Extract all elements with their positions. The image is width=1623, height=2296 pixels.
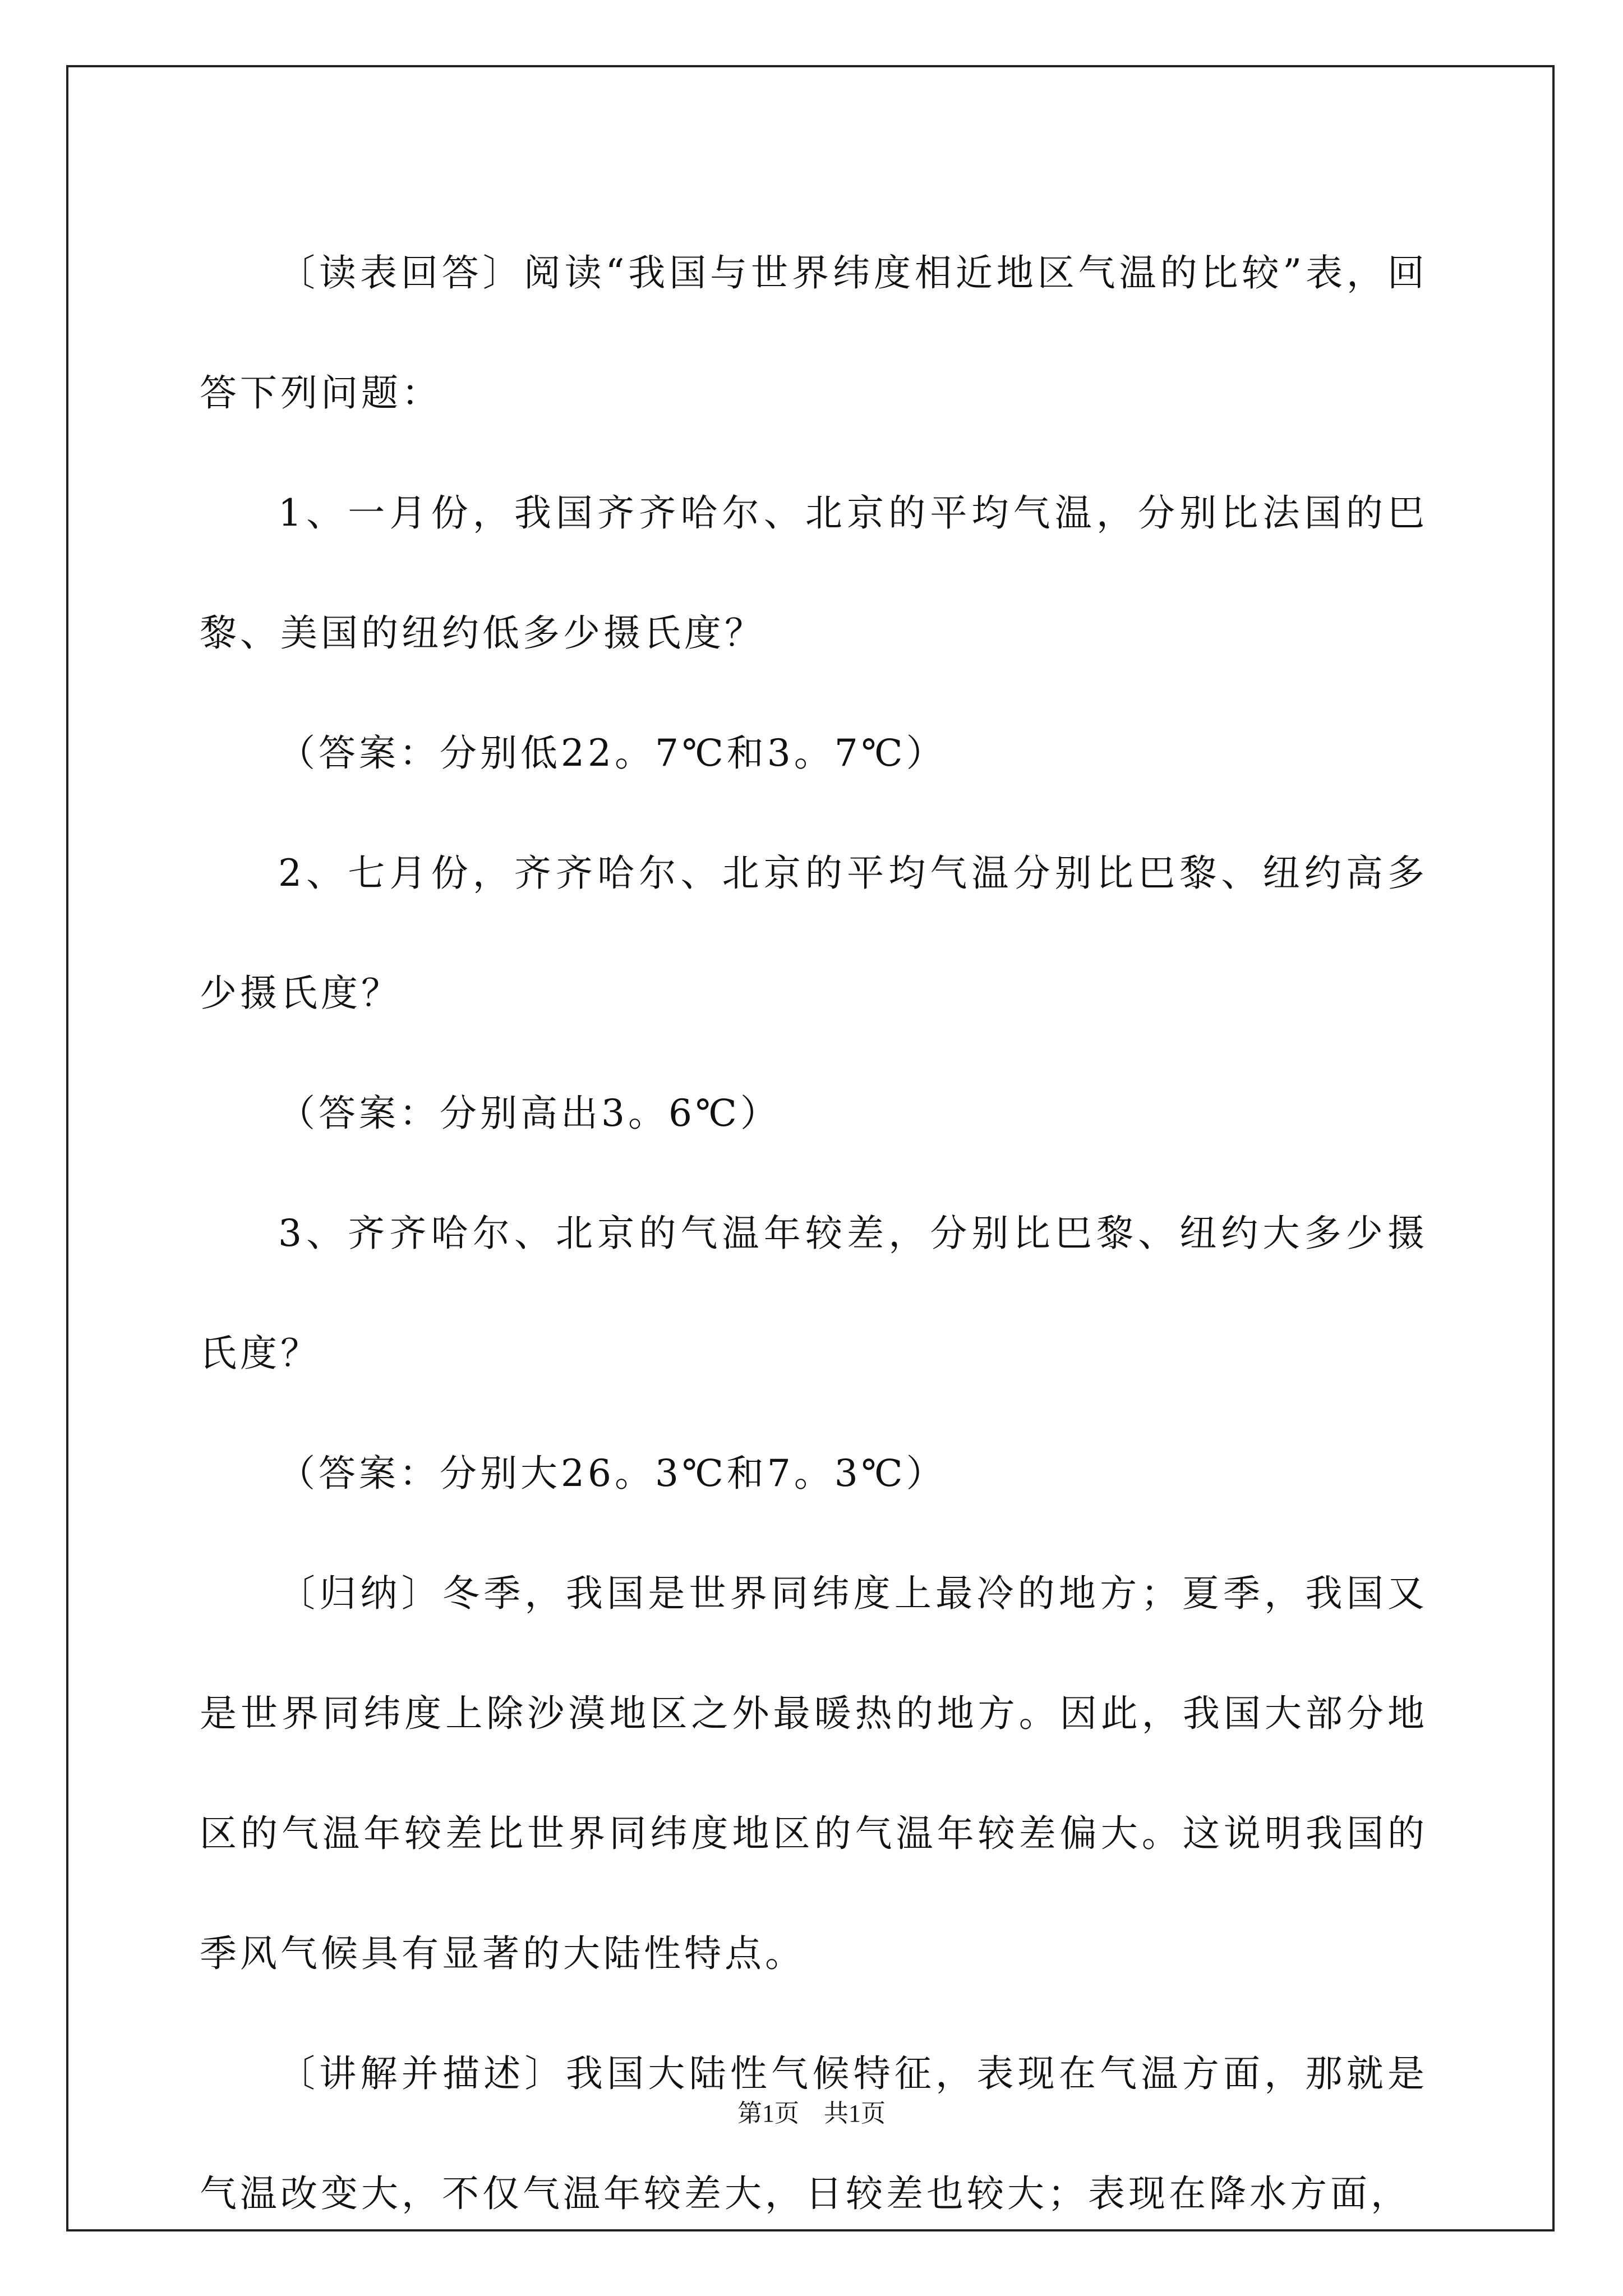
page-footer (0, 2097, 1623, 2131)
paragraph-answer-1: （答案：分别低22。7℃和3。7℃） (278, 731, 947, 775)
page-number-total: 共1页 (824, 2100, 886, 2127)
paragraph-intro: 〔读表回答〕阅读“我国与世界纬度相近地区气温的比较”表，回答下列问题： (200, 251, 1428, 415)
paragraph-answer-3: （答案：分别大26。3℃和7。3℃） (278, 1452, 947, 1495)
paragraph-explanation: 〔讲解并描述〕我国大陆性气候特征，表现在气温方面，那就是气温改变大，不仅气温年较差大，日较差也较大；表现在降水方面， (200, 2052, 1428, 2215)
paragraph-summary: 〔归纳〕冬季，我国是世界同纬度上最冷的地方；夏季，我国又是世界同纬度上除沙漠地区之外最暖热的地方。因此，我国大部分地区的气温年较差比世界同纬度地区的气温年较差偏大。这说明我国的季风气候具有显著的大陆性特点。 (200, 1572, 1428, 1975)
document-body (200, 213, 1428, 2254)
paragraph-answer-2: （答案：分别高出3。6℃） (278, 1092, 781, 1135)
page-number-current: 第1页 (737, 2100, 799, 2127)
paragraph-question-1: 1、一月份，我国齐齐哈尔、北京的平均气温，分别比法国的巴黎、美国的纽约低多少摄氏度？ (200, 491, 1428, 655)
paragraph-question-2: 2、七月份，齐齐哈尔、北京的平均气温分别比巴黎、纽约高多少摄氏度？ (200, 852, 1428, 1015)
paragraph-question-3: 3、齐齐哈尔、北京的气温年较差，分别比巴黎、纽约大多少摄氏度？ (200, 1212, 1428, 1375)
